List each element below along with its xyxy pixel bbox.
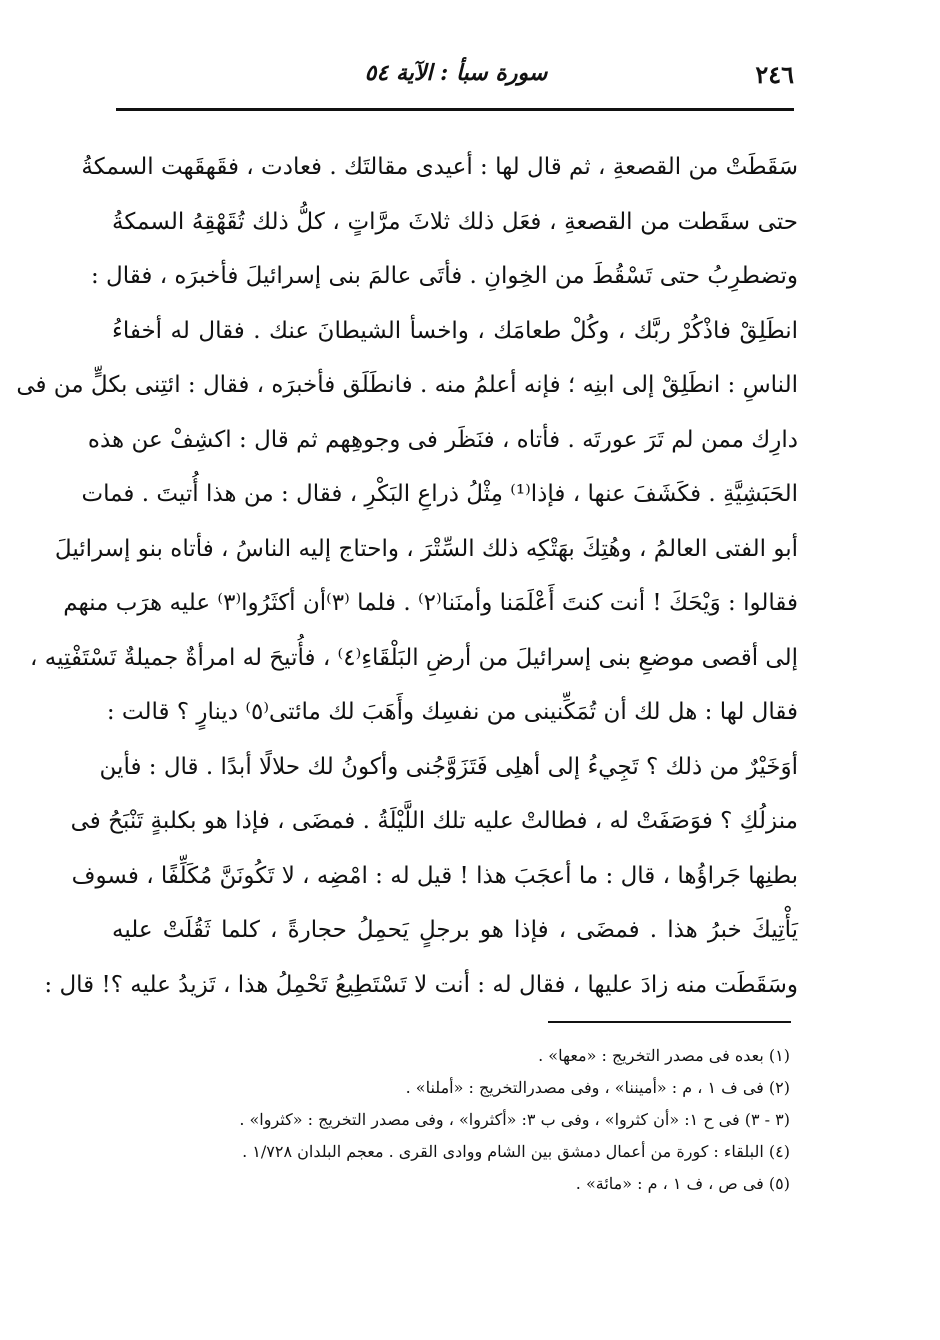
footnote: (١) بعده فى مصدر التخريج : «معها» . [538,1046,790,1065]
footnote-separator [548,1021,791,1023]
text-line: انطَلِقْ فاذْكُرْ ربَّك ، وكُلْ طعامَك ، واخسأ الشيطانَ عنك . فقال له أخفاءُ [112,317,798,344]
text-line: فقالوا : وَيْحَكَ ! أنت كنتَ أَعْلَمَنا وأمنَنا⁽٢⁾ . فلما ⁽٣⁾أن أكثَرُوا⁽٣⁾ عليه هرَب منهم [63,590,798,616]
text-line: وتضطرِبُ حتى تَسْقُطَ من الخِوانِ . فأتَى عالمَ بنى إسرائيلَ فأخبرَه ، فقال : [90,263,798,289]
text-line: حتى سقَطت من القصعةِ ، فعَل ذلك ثلاثَ مرَّاتٍ ، كلُّ ذلك تُقَهْقِهُ السمكةُ [112,208,798,235]
footnote: (٣ - ٣) فى ح ١: «أن كثروا» ، وفى ب ٣: «أكثروا» ، وفى مصدر التخريج : «كثروا» . [239,1110,790,1129]
text-line: الحَبَشِيَّةِ . فكَشَفَ عنها ، فإذا⁽¹⁾ مِثْلُ ذراعِ البَكْرِ ، فقال : من هذا أُتيتَ . فمات [81,481,798,507]
page-header [118,58,794,98]
text-line: فقال لها : هل لك أن تُمَكِّنينى من نفسِك وأَهَبَ لك مائتى⁽٥⁾ دينارٍ ؟ قالت : [106,699,798,725]
text-line: منزلُكِ ؟ فوَصَفَتْ له ، فطالتْ عليه تلك اللَّيْلَةُ . فمضَى ، فإذا هو بكلبةٍ تَنْبَحُ فى [70,808,798,834]
footnote: (٤) البلقاء : كورة من أعمال دمشق بين الشام ووادى القرى . معجم البلدان ١/٧٢٨ . [242,1142,790,1161]
footnote: (٥) فى ص ، ف ١ ، م : «مائة» . [575,1174,790,1193]
footnotes [160,1040,790,1200]
page-number: ٢٤٦ [755,60,794,89]
text-line: دارِك ممن لم تَرَ عورتَه . فأتاه ، فنَظَر فى وجوهِهم ثم قال : اكشِفْ عن هذه [87,426,798,453]
footnote: (٢) فى ف ١ ، م : «أميننا» ، وفى مصدرالتخريج : «أملنا» . [405,1078,790,1097]
running-title: سورة سبأ : الآية ٥٤ [364,60,548,86]
text-line: أوَخَيْرٌ من ذلك ؟ تَجِيءُ إلى أهلِى فَتَزَوَّجُنى وأكونُ لك حلالًا أبدًا . قال : فأين [99,753,798,780]
text-line: الناسِ : انطَلِقْ إلى ابنِه ؛ فإنه أعلمُ منه . فانطَلَق فأخبرَه ، فقال : ائتِنى بكلٍّ من فى [16,372,798,398]
text-line: يَأْتِيكَ خبرُ هذا . فمضَى ، فإذا هو برجلٍ يَحمِلُ حجارةً ، كلما ثَقُلَتْ عليه [112,917,798,943]
text-line: أبو الفتى العالمُ ، وهُتِكَ بهَتْكِه ذلك السِّتْرَ ، واحتاج إليه الناسُ ، فأتاه بنو إسرائيلَ [54,535,798,562]
main-text [16,140,798,1012]
text-line: سَقَطَتْ من القصعةِ ، ثم قال لها : أعيدى مقالتَك . فعادت ، فقَهقَهت السمكةُ [81,154,798,180]
text-line: بطنِها جَراؤُها ، قال : ما أعجَبَ هذا ! قيل له : امْضِه ، لا تَكُونَنَّ مُكَلِّفًا ، فسوف [71,862,798,889]
text-line: إلى أقصى موضعِ بنى إسرائيلَ من أرضِ البَلْقَاءِ⁽٤⁾ ، فأُتيحَ له امرأةٌ جميلةٌ تَسْتَفْتِيه ، [30,644,798,671]
text-line: وسَقَطَت منه زادَ عليها ، فقال له : أنت لا تَسْتَطِيعُ تَحْمِلُ هذا ، تَزيدُ عليه ؟! قال : [44,971,798,998]
header-rule [116,108,794,111]
